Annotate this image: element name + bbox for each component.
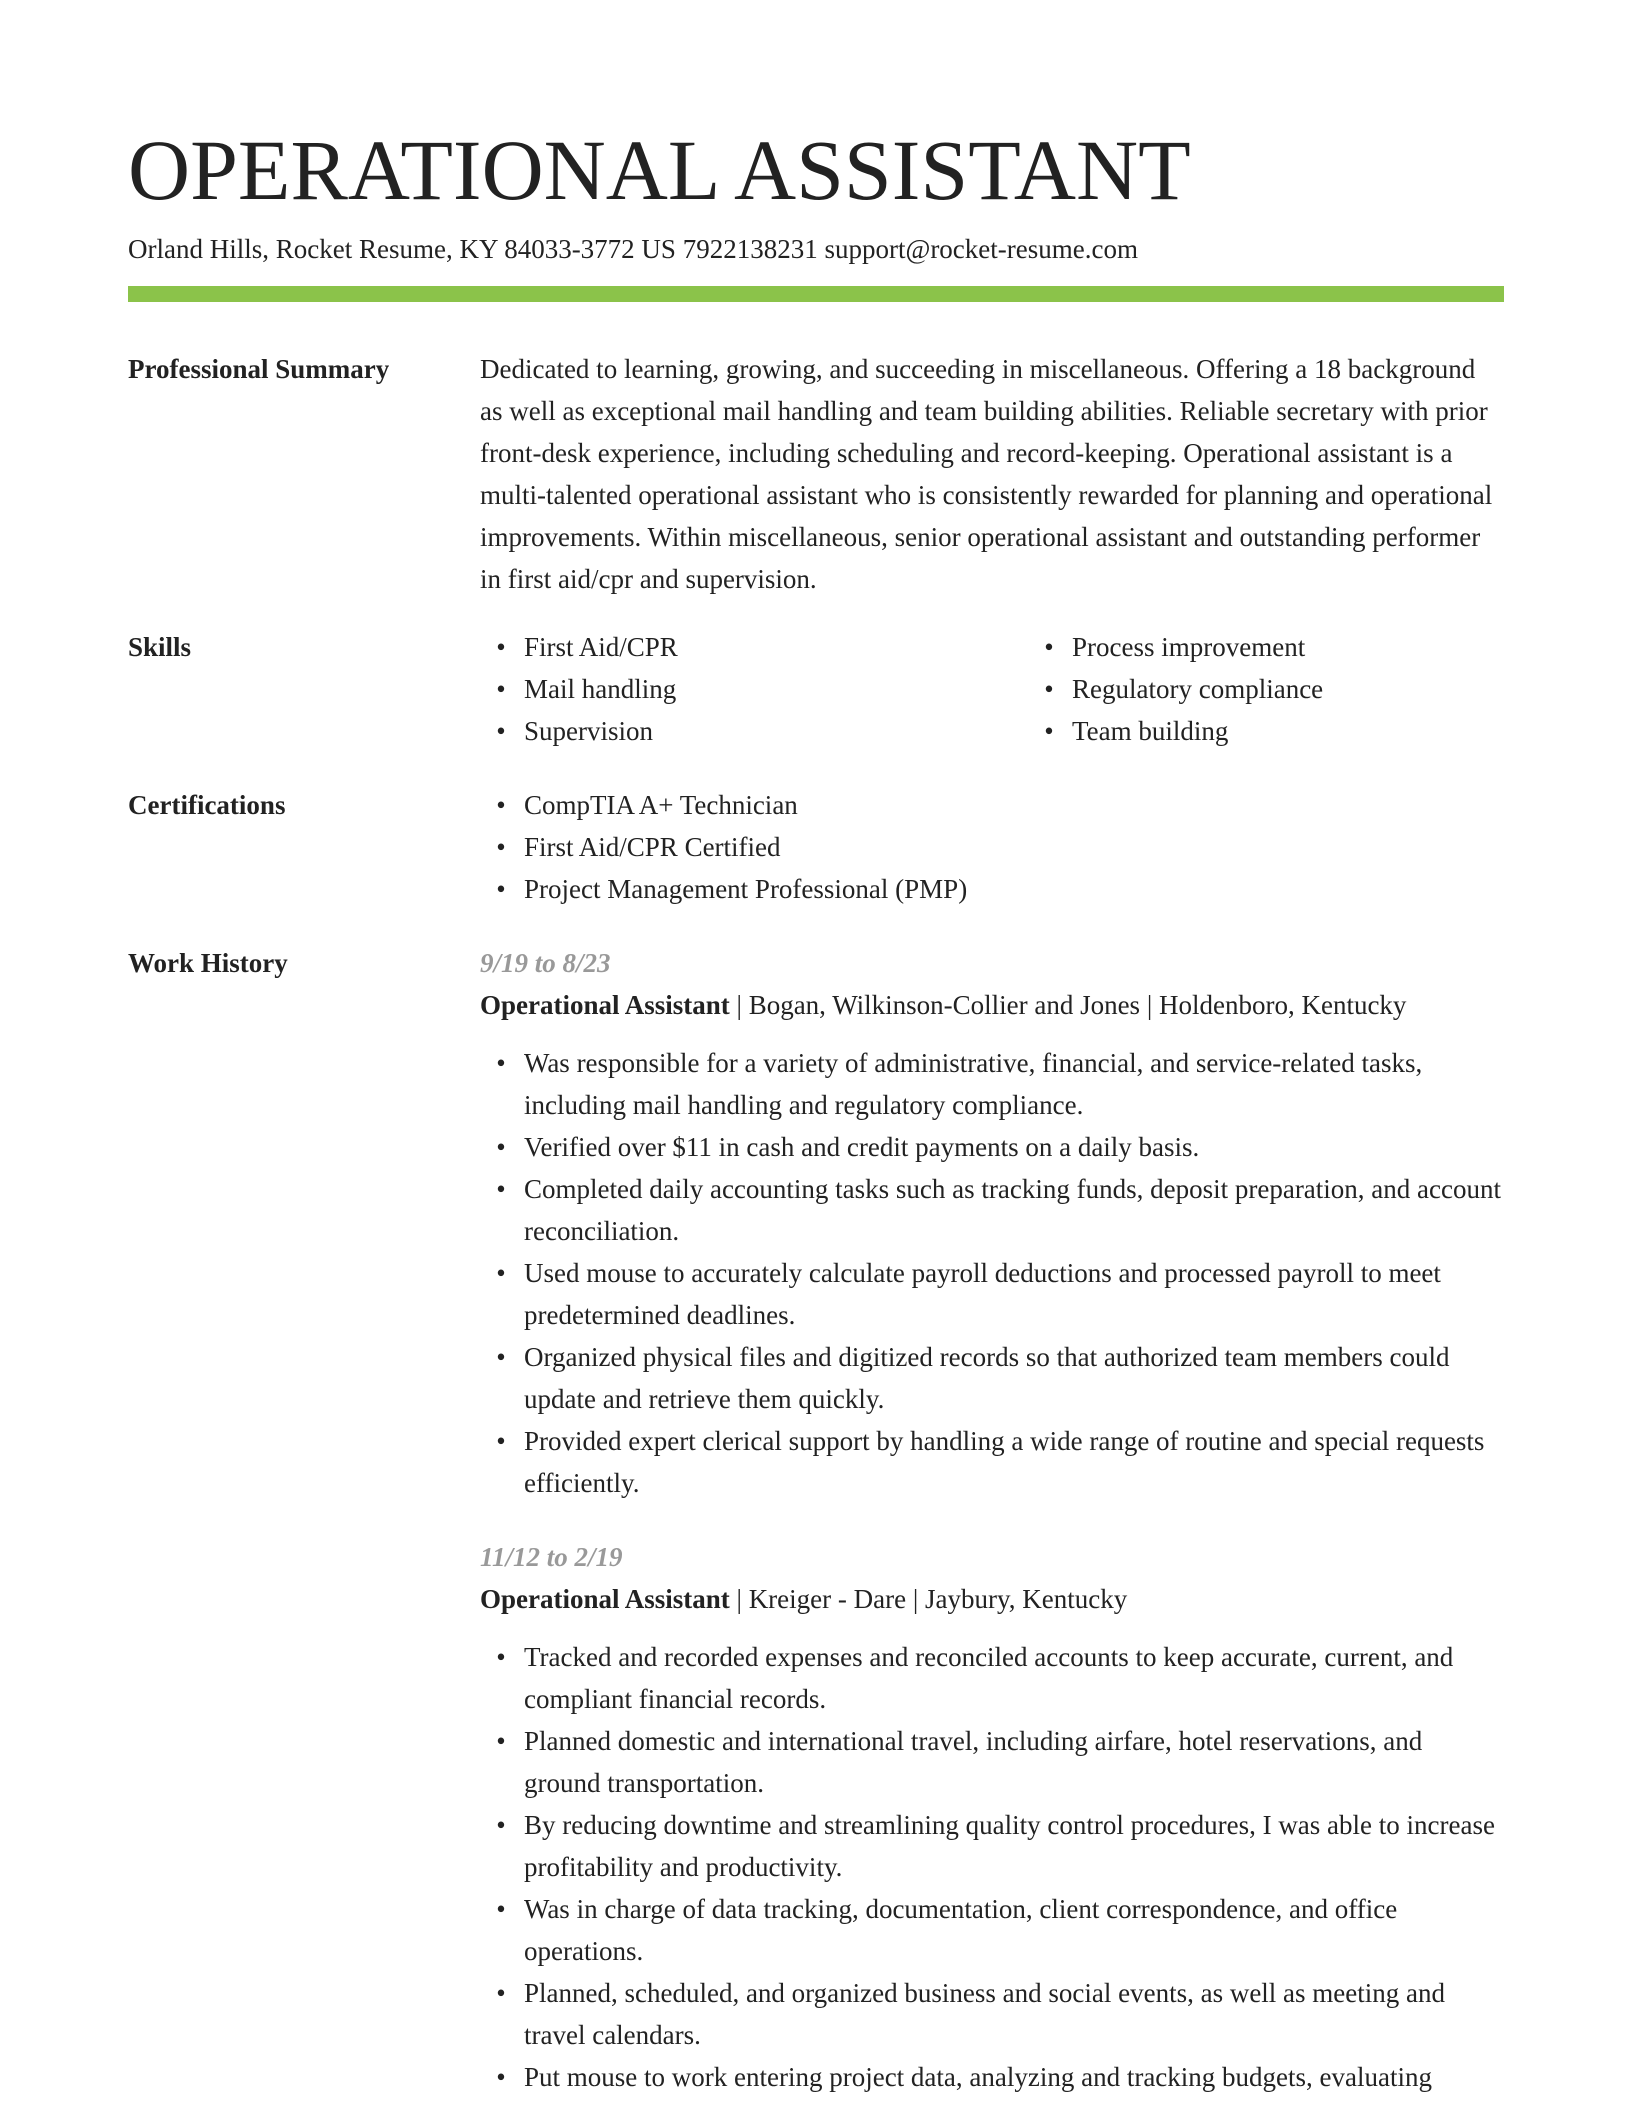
bullet-dot: • — [496, 674, 506, 704]
certifications-list — [480, 784, 1504, 910]
work-history-heading: Work History — [128, 948, 288, 978]
bullet-dot: • — [1044, 674, 1054, 704]
job-bullet-text: Was responsible for a variety of administrative, financial, and service-related tasks, including mail handling and regulatory compliance. — [524, 1048, 1423, 1120]
job-location: Holdenboro, Kentucky — [1158, 990, 1407, 1020]
job-bullet-text: Provided expert clerical support by handling a wide range of routine and special requests efficiently. — [524, 1426, 1485, 1498]
list-item — [496, 668, 1028, 710]
skills-list-right — [1028, 626, 1576, 752]
job-bullet-text: Planned domestic and international travel, including airfare, hotel reservations, and ground transportation. — [524, 1726, 1423, 1798]
bullet-dot: • — [496, 2062, 506, 2092]
bullet-dot: • — [496, 874, 506, 904]
list-item — [496, 1420, 1504, 1504]
bullet-dot: • — [496, 1258, 506, 1288]
job-entry — [480, 1536, 1504, 2098]
certification-item: First Aid/CPR Certified — [524, 832, 781, 862]
bullet-dot: • — [496, 1894, 506, 1924]
skill-item: Regulatory compliance — [1072, 674, 1324, 704]
skills-heading: Skills — [128, 632, 192, 662]
job-bullet-list — [480, 1636, 1504, 2098]
summary-heading: Professional Summary — [128, 354, 390, 384]
job-bullet-list — [480, 1042, 1504, 1504]
list-item — [496, 1804, 1504, 1888]
skill-item: Mail handling — [524, 674, 677, 704]
separator: | — [729, 1584, 749, 1614]
list-item — [496, 1720, 1504, 1804]
job-heading — [480, 984, 1504, 1026]
bullet-dot: • — [496, 1642, 506, 1672]
work-history-section — [128, 942, 1504, 2098]
job-bullet-text: Completed daily accounting tasks such as tracking funds, deposit preparation, and account reconciliation. — [524, 1174, 1501, 1246]
skills-section — [128, 626, 1504, 752]
separator: | — [906, 1584, 925, 1614]
job-dates: 11/12 to 2/19 — [480, 1542, 623, 1572]
resume-title: OPERATIONAL ASSISTANT — [128, 122, 1191, 218]
job-entry — [480, 942, 1504, 1504]
list-item — [496, 826, 1504, 868]
job-location: Jaybury, Kentucky — [925, 1584, 1128, 1614]
bullet-dot: • — [1044, 716, 1054, 746]
list-item — [1044, 626, 1576, 668]
accent-divider — [128, 286, 1504, 302]
list-item — [496, 710, 1028, 752]
separator: | — [1140, 990, 1159, 1020]
bullet-dot: • — [496, 1132, 506, 1162]
list-item — [496, 1888, 1504, 1972]
bullet-dot: • — [496, 716, 506, 746]
separator: | — [729, 990, 749, 1020]
bullet-dot: • — [496, 790, 506, 820]
skills-list-left — [480, 626, 1028, 752]
bullet-dot: • — [496, 1726, 506, 1756]
job-bullet-text: Was in charge of data tracking, documentation, client correspondence, and office operations. — [524, 1894, 1398, 1966]
skills-body — [480, 626, 1576, 752]
job-bullet-text: Verified over $11 in cash and credit payments on a daily basis. — [524, 1132, 1200, 1162]
summary-section — [128, 348, 1504, 600]
skill-item: Team building — [1072, 716, 1229, 746]
bullet-dot: • — [496, 632, 506, 662]
certification-item: Project Management Professional (PMP) — [524, 874, 968, 904]
list-item — [496, 1168, 1504, 1252]
job-company: Kreiger - Dare — [748, 1584, 907, 1614]
job-role: Operational Assistant — [480, 1584, 730, 1614]
list-item — [496, 868, 1504, 910]
bullet-dot: • — [496, 1048, 506, 1078]
bullet-dot: • — [496, 832, 506, 862]
list-item — [496, 1336, 1504, 1420]
job-bullet-text: Organized physical files and digitized records so that authorized team members could update and retrieve them quickly. — [524, 1342, 1450, 1414]
bullet-dot: • — [496, 1426, 506, 1456]
certification-item: CompTIA A+ Technician — [524, 790, 798, 820]
list-item — [496, 1252, 1504, 1336]
job-bullet-text: By reducing downtime and streamlining quality control procedures, I was able to increase profitability and productivity. — [524, 1810, 1495, 1882]
summary-body — [480, 348, 1504, 600]
job-bullet-text: Put mouse to work entering project data, analyzing and tracking budgets, evaluating — [524, 2062, 1432, 2092]
list-item — [496, 1636, 1504, 1720]
list-item — [496, 1126, 1504, 1168]
list-item — [1044, 710, 1576, 752]
list-item — [496, 2056, 1504, 2098]
certifications-section — [128, 784, 1504, 910]
bullet-dot: • — [1044, 632, 1054, 662]
certifications-heading: Certifications — [128, 790, 286, 820]
bullet-dot: • — [496, 1342, 506, 1372]
contact-line: Orland Hills, Rocket Resume, KY 84033-3772 US 7922138231 support@rocket-resume.com — [128, 234, 1138, 264]
bullet-dot: • — [496, 1810, 506, 1840]
list-item — [496, 1972, 1504, 2056]
work-history-body — [480, 942, 1504, 2098]
resume-page — [128, 120, 1504, 2098]
bullet-dot: • — [496, 1978, 506, 2008]
summary-text: Dedicated to learning, growing, and succeeding in miscellaneous. Offering a 18 background as well as exceptional mail handling and team building abilities. Reliable secretary with prior front-desk experience, including scheduling and record-keeping. Operational assistant is a multi-talented operational assistant who is consistently rewarded for planning and operational improvements. Within miscellaneous, senior operational assistant and outstanding performer in first aid/cpr and supervision. — [480, 354, 1493, 594]
skill-item: First Aid/CPR — [524, 632, 678, 662]
job-bullet-text: Used mouse to accurately calculate payroll deductions and processed payroll to meet predetermined deadlines. — [524, 1258, 1441, 1330]
job-bullet-text: Planned, scheduled, and organized business and social events, as well as meeting and travel calendars. — [524, 1978, 1446, 2050]
job-company: Bogan, Wilkinson-Collier and Jones — [748, 990, 1141, 1020]
list-item — [496, 1042, 1504, 1126]
job-role: Operational Assistant — [480, 990, 730, 1020]
list-item — [496, 626, 1028, 668]
skill-item: Process improvement — [1072, 632, 1306, 662]
job-heading — [480, 1578, 1504, 1620]
job-dates: 9/19 to 8/23 — [480, 948, 611, 978]
list-item — [496, 784, 1504, 826]
job-bullet-text: Tracked and recorded expenses and reconciled accounts to keep accurate, current, and compliant financial records. — [524, 1642, 1454, 1714]
skill-item: Supervision — [524, 716, 654, 746]
certifications-body — [480, 784, 1504, 910]
bullet-dot: • — [496, 1174, 506, 1204]
list-item — [1044, 668, 1576, 710]
